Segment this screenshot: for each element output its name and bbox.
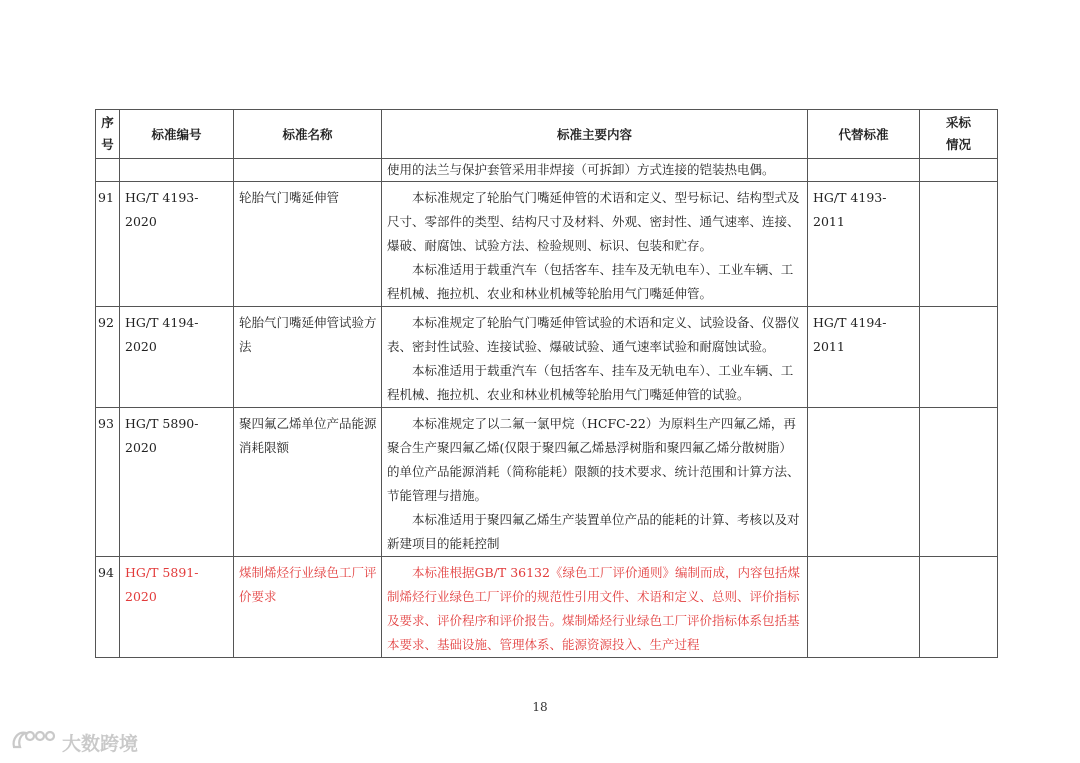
content-paragraph: 本标准适用于载重汽车（包括客车、挂车及无轨电车）、工业车辆、工程机械、拖拉机、农业和林业机械等轮胎用气门嘴延伸管的试验。 — [387, 363, 794, 402]
watermark — [10, 727, 138, 758]
row-content — [382, 182, 807, 306]
row-seq: 94 — [98, 565, 114, 580]
content-paragraph: 本标准适用于聚四氟乙烯生产装置单位产品的能耗的计算、考核以及对新建项目的能耗控制 — [387, 512, 800, 551]
row-adopt — [920, 557, 997, 561]
table-header-row — [96, 110, 998, 159]
row-adopt — [920, 408, 997, 412]
header-adopt: 采标情况 — [920, 110, 998, 159]
table-row-continuation — [96, 159, 998, 182]
row-replace — [808, 557, 919, 561]
header-name: 标准名称 — [234, 110, 382, 159]
logo-icon — [10, 727, 56, 758]
table-row — [96, 307, 998, 408]
content-paragraph: 本标准规定了轮胎气门嘴延伸管试验的术语和定义、试验设备、仪器仪表、密封性试验、连接试验、爆破试验、通气速率试验和耐腐蚀试验。 — [387, 315, 800, 354]
row-content — [382, 408, 807, 556]
content-paragraph: 本标准根据GB/T 36132《绿色工厂评价通则》编制而成，内容包括煤制烯烃行业绿色工厂评价的规范性引用文件、术语和定义、总则、评价指标及要求、评价程序和评价报告。煤制烯烃行业绿色工厂评价指标体系包括基本要求、基础设施、管理体系、能源资源投入、生产过程 — [387, 565, 800, 652]
header-replace: 代替标准 — [808, 110, 920, 159]
row-name: 聚四氟乙烯单位产品能源消耗限额 — [239, 416, 377, 455]
header-content: 标准主要内容 — [382, 110, 808, 159]
row-code: HG/T 4194-2020 — [125, 315, 199, 354]
row-replace — [808, 408, 919, 412]
standards-table — [95, 109, 998, 658]
row-adopt — [920, 182, 997, 186]
content-paragraph: 本标准规定了轮胎气门嘴延伸管的术语和定义、型号标记、结构型式及尺寸、零部件的类型、结构尺寸及材料、外观、密封性、通气速率、连接、爆破、耐腐蚀、试验方法、检验规则、标识、包装和贮存。 — [387, 190, 800, 253]
row-name: 轮胎气门嘴延伸管试验方法 — [239, 315, 377, 354]
row-code: HG/T 4193-2020 — [125, 190, 199, 229]
row-seq: 93 — [98, 416, 114, 431]
table-row-highlighted — [96, 557, 998, 658]
header-seq: 序号 — [96, 110, 120, 159]
row-replace: HG/T 4193-2011 — [813, 190, 887, 229]
row-name: 轮胎气门嘴延伸管 — [239, 190, 340, 205]
row-content — [382, 557, 807, 657]
content-paragraph: 本标准适用于载重汽车（包括客车、挂车及无轨电车）、工业车辆、工程机械、拖拉机、农业和林业机械等轮胎用气门嘴延伸管。 — [387, 262, 794, 301]
page-number: 18 — [532, 700, 548, 714]
watermark-text: 大数跨境 — [62, 733, 139, 755]
table-row — [96, 408, 998, 557]
row-seq: 92 — [98, 315, 114, 330]
row-name: 煤制烯烃行业绿色工厂评价要求 — [239, 565, 377, 604]
row-replace: HG/T 4194-2011 — [813, 315, 887, 354]
continuation-text: 使用的法兰与保护套管采用非焊接（可拆卸）方式连接的铠装热电偶。 — [387, 162, 775, 177]
row-code: HG/T 5891-2020 — [125, 565, 199, 604]
row-seq: 91 — [98, 190, 114, 205]
row-code: HG/T 5890-2020 — [125, 416, 199, 455]
content-paragraph: 本标准规定了以二氟一氯甲烷（HCFC-22）为原料生产四氟乙烯，再聚合生产聚四氟乙烯(仅限于聚四氟乙烯悬浮树脂和聚四氟乙烯分散树脂）的单位产品能源消耗（简称能耗）限额的技术要求、统计范围和计算方法、节能管理与措施。 — [387, 416, 800, 503]
table-row — [96, 182, 998, 307]
row-content — [382, 307, 807, 407]
header-code: 标准编号 — [120, 110, 234, 159]
row-adopt — [920, 307, 997, 311]
